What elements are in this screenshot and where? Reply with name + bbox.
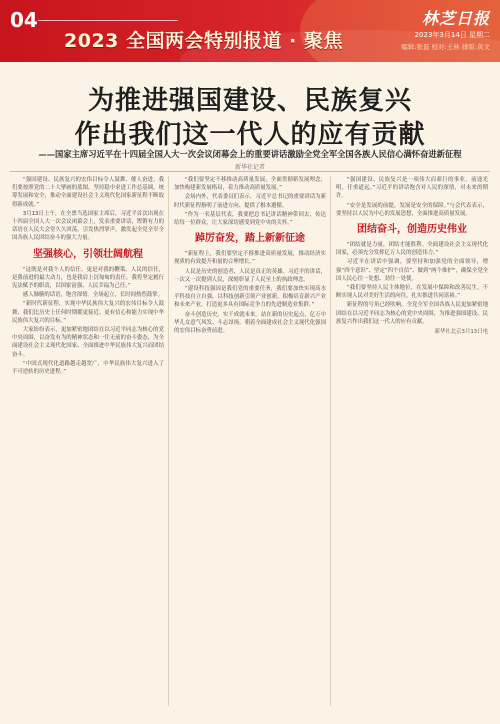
- paragraph: “这既是对我个人的信任，更是对我的鞭策。人民的信任，是我前进的最大动力，也是我肩上沉甸甸的责任。我将坚定履行宪法赋予的职责，以国家富强、人民幸福为己任。”: [12, 266, 164, 290]
- article-subtitle: ——国家主席习近平在十四届全国人大一次会议闭幕会上的重要讲话激励全党全军全国各族人民信心满怀奋进新征程: [38, 149, 462, 159]
- paragraph: 大家纷纷表示，更加紧密地团结在以习近平同志为核心的党中央周围，以奋发有为的精神状态和一往无前的奋斗姿态，为全面建设社会主义现代化国家、全面推进中华民族伟大复兴而团结奋斗。: [12, 327, 164, 358]
- paragraph: “中国式现代化道路越走越宽广，中华民族伟大复兴进入了不可逆转的历史进程。”: [12, 360, 164, 376]
- paragraph: 会场内外，代表委员们表示，习近平总书记的重要讲话为新时代新征程指明了前进方向、提供了根本遵循。: [174, 194, 326, 209]
- paragraph: 新征程的号角已经吹响。全党全军全国各族人民更加紧密地团结在以习近平同志为核心的党中央周围，为推进强国建设、民族复兴作出我们这一代人的应有贡献。: [336, 302, 488, 325]
- paragraph: “强国建设、民族复兴的宏伟目标令人鼓舞、催人奋进。我们要按照党的二十大擘画的蓝图，坚持稳中求进工作总基调，统筹发展和安全，推动全面建设社会主义现代化国家新征程不断取得新成就。”: [12, 177, 164, 208]
- headline-line-2: 作出我们这一代人的应有贡献: [74, 120, 426, 150]
- paragraph: “建设科技强国是我们党的重要任务，我们要加快实现高水平科技自立自强，以科技创新引领产业创新，积极培育新兴产业和未来产业，打造更多具有国际竞争力的先进制造业集群。”: [174, 286, 326, 309]
- paragraph: 3月13日上午，在全票当选国家主席后，习近平首次出现在十四届全国人大一次会议闭幕会上，发表重要讲话，铿锵有力的话语在人民大会堂久久回荡，引发热烈掌声，激发起全党全军全国各族人民团结奋斗的强大力量。: [12, 210, 164, 242]
- paragraph: “团结就是力量，团结才能胜利。全面建设社会主义现代化国家，必须充分发挥亿万人民的创造伟力。”: [336, 242, 488, 257]
- title-divider: [10, 171, 490, 172]
- article-column-3: [336, 176, 488, 336]
- header-divider: [38, 20, 178, 21]
- column-divider: [330, 176, 331, 706]
- sub-heading: 团结奋斗，创造历史伟业: [357, 224, 467, 236]
- paragraph: “新征程上，我们要坚定不移推进高质量发展，推动经济实现质的有效提升和量的合理增长。”: [174, 251, 326, 266]
- sub-heading: 坚强核心，引领壮阔航程: [33, 248, 143, 260]
- sub-heading: 踔厉奋发，踏上新新征途: [195, 233, 305, 245]
- paragraph: “作为一名基层代表，我要把总书记讲话精神带回去，传达给每一位群众，让大家深切感受到党中央的关怀。”: [174, 211, 326, 227]
- paragraph: “我们要坚持人民主体地位，在发展中保障和改善民生，不断实现人民对美好生活的向往，扎实推进共同富裕。”: [336, 285, 488, 300]
- end-credit: 新华社北京3月13日电: [434, 329, 488, 336]
- paragraph: “强国建设、民族复兴是一项伟大而艰巨的事业，前途光明，任重道远。”习近平的讲话饱含对人民的深情，对未来的期许。: [336, 177, 488, 200]
- article-column-2: [174, 176, 326, 336]
- editor-credits: 编辑:张磊 校对:王林 排版:黄文: [401, 43, 490, 51]
- column-divider: [168, 176, 169, 706]
- section-title: 2023 全国两会特别报道 · 聚焦: [64, 30, 343, 52]
- paragraph: 人民是历史的创造者，人民是真正的英雄。习近平的讲话，一次又一次提到人民，深刻彰显了人民至上的执政理念。: [174, 268, 326, 283]
- headline-line-1: 为推进强国建设、民族复兴: [87, 86, 412, 116]
- page-number: 04: [10, 8, 38, 32]
- newspaper-brand: 林芝日报: [421, 9, 490, 28]
- page-header-banner: [0, 0, 500, 62]
- issue-date: 2023年3月14日 星期二: [414, 31, 490, 39]
- paragraph: 奋斗创造历史，实干成就未来。站在新的历史起点，亿万中华儿女意气风发、斗志昂扬，朝着全面建成社会主义现代化强国的宏伟目标奋勇前进。: [174, 311, 326, 335]
- article-column-1: [12, 176, 164, 377]
- byline: 新华社记者: [234, 164, 265, 171]
- paragraph: “安全是发展的前提，发展是安全的保障。”与会代表表示，要坚持以人民为中心的发展思想，全面推进高质量发展。: [336, 202, 488, 217]
- paragraph: “我们要坚定不移推动高质量发展，全面贯彻新发展理念，加快构建新发展格局，着力推动高质量发展。”: [174, 177, 326, 192]
- paragraph: 习近平在讲话中强调，要坚持和加强党的全面领导，增强“四个意识”、坚定“四个自信”、做到“两个维护”，确保全党全国人民心往一处想、劲往一处使。: [336, 259, 488, 282]
- paragraph: “新时代新征程，实现中华民族伟大复兴的宏伟目标令人鼓舞，我们比历史上任何时期都更接近、更有信心和能力实现中华民族伟大复兴的目标。”: [12, 301, 164, 324]
- paragraph: 感人肺腑的话语，饱含深情。全场起立，长时间热烈鼓掌。: [22, 292, 163, 299]
